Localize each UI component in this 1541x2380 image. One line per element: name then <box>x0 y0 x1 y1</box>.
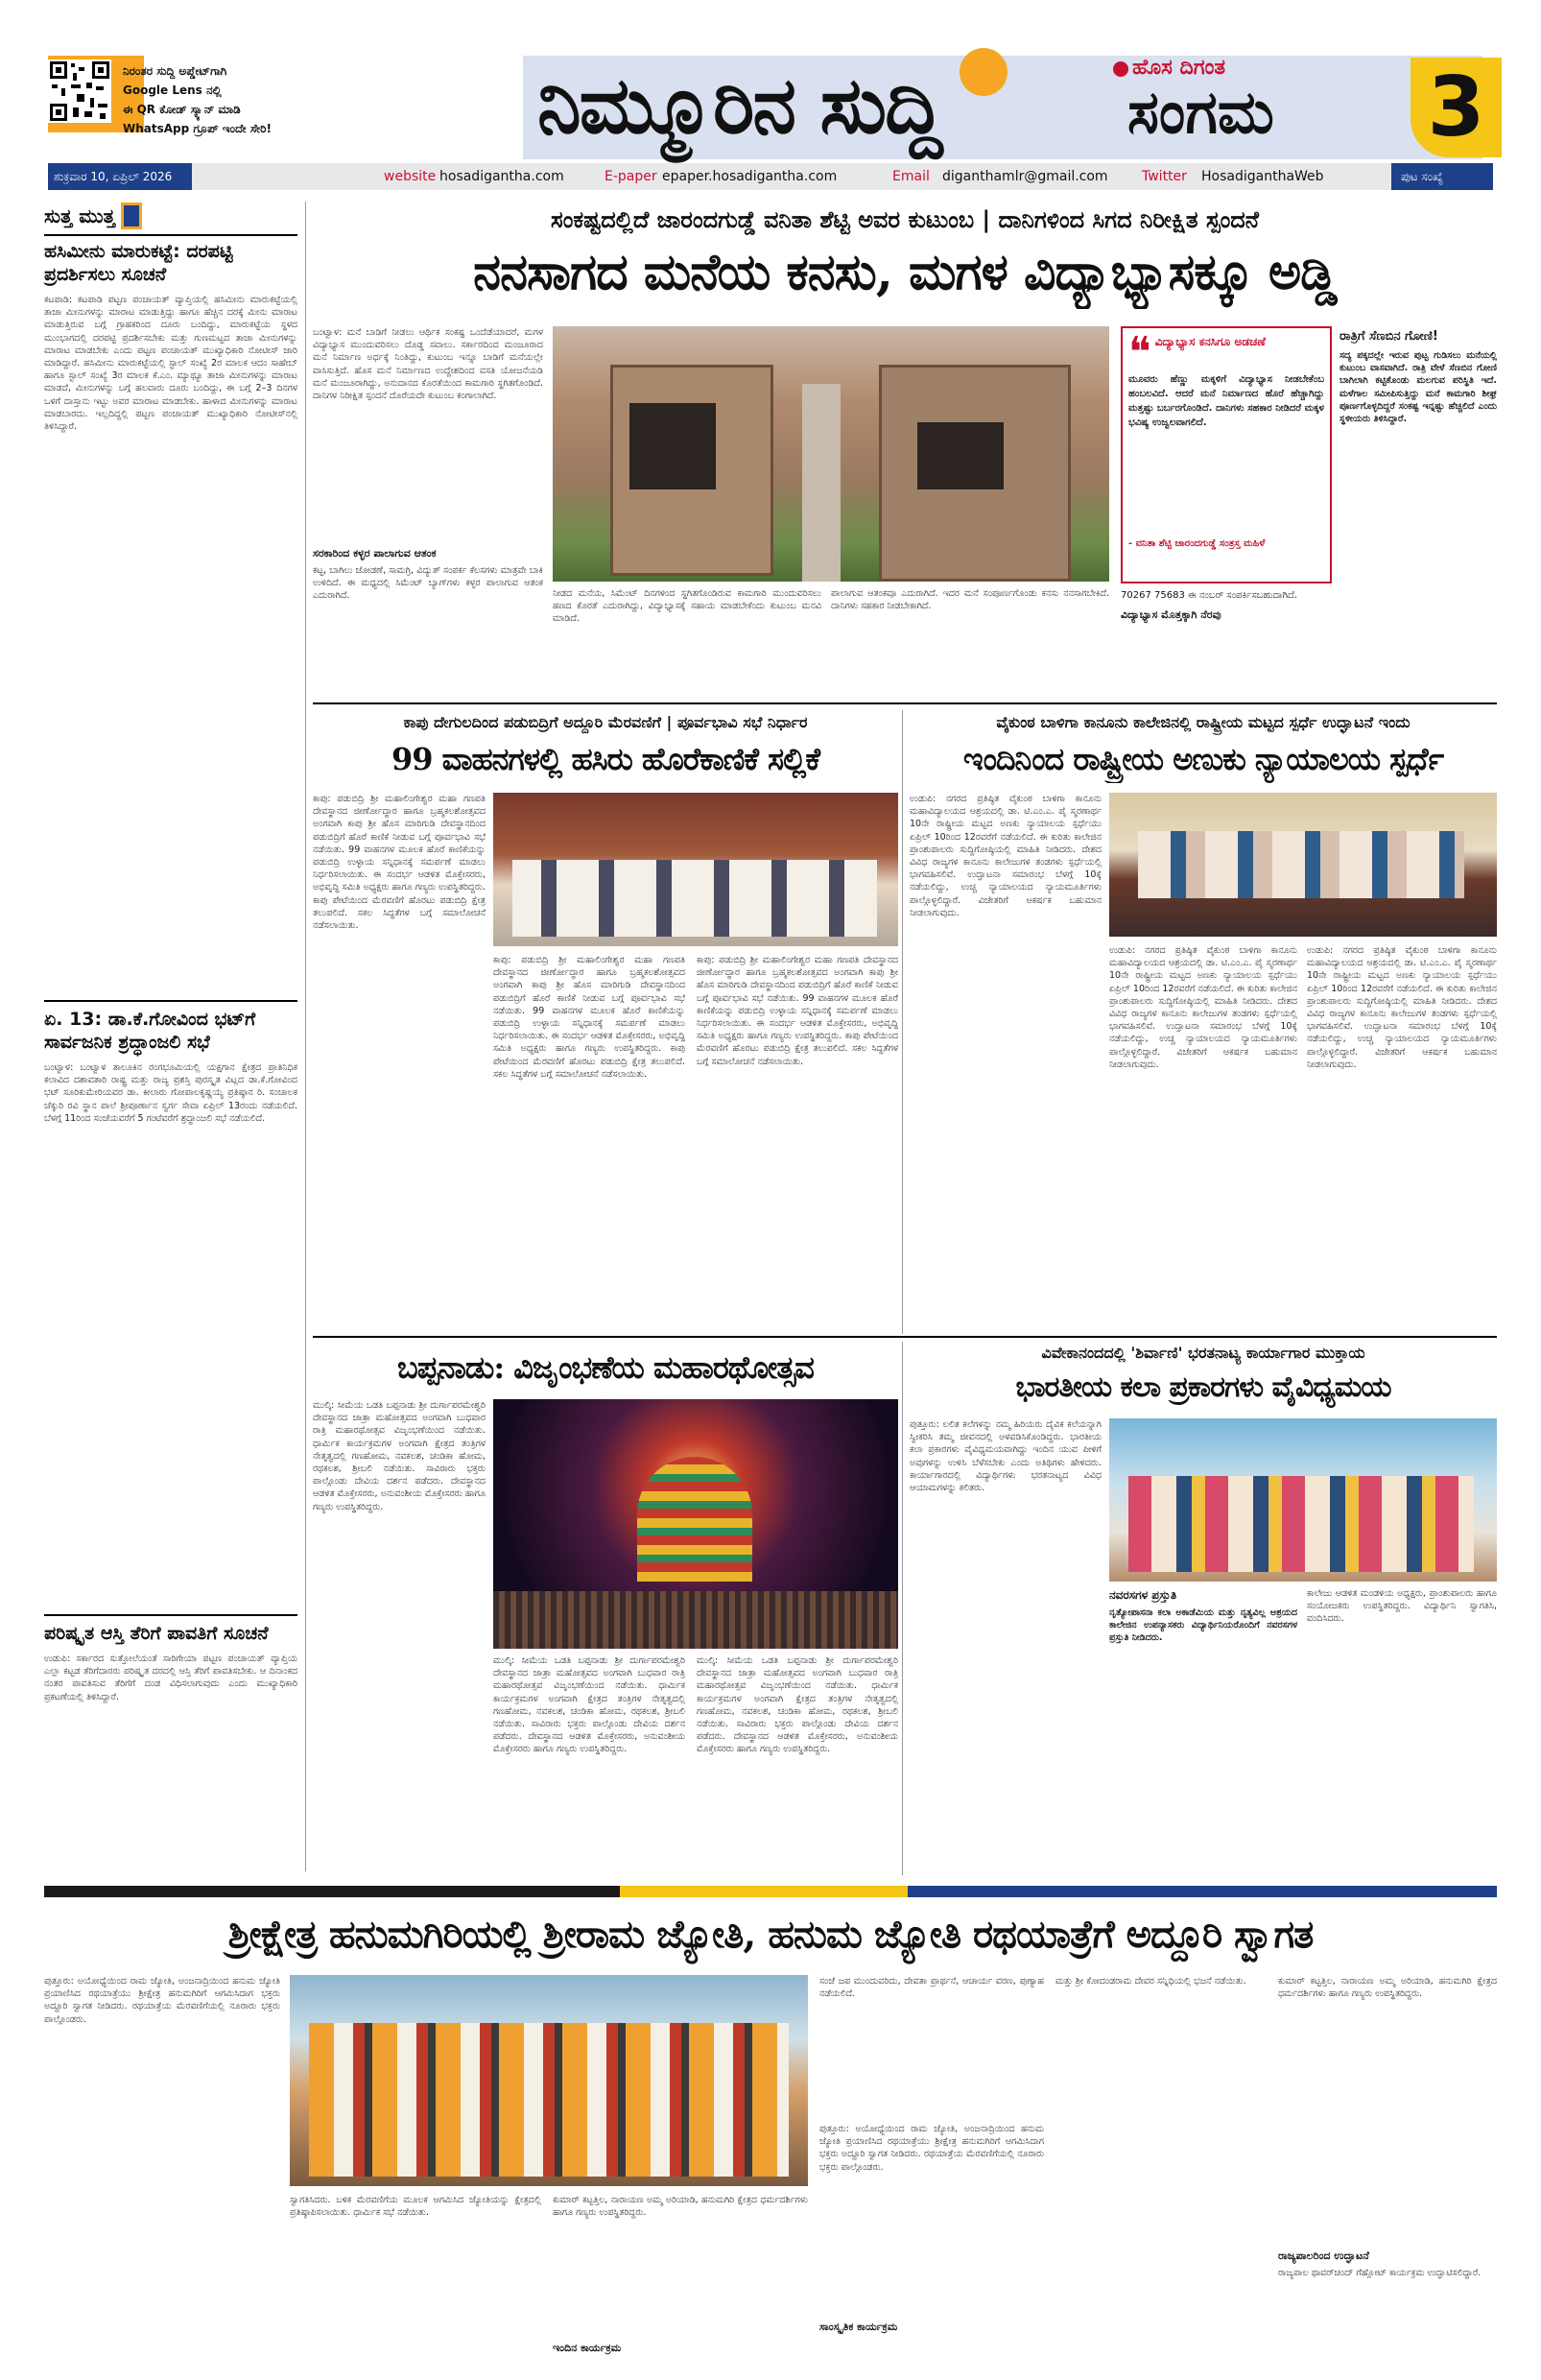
story-kapu-body-2: ಕಾಪು: ಪಡುಬಿದ್ರಿ ಶ್ರೀ ಮಹಾಲಿಂಗೇಶ್ವರ ಮಹಾ ಗಣಪತಿ ದೇವಸ್ಥಾನದ ಜೀರ್ಣೋದ್ಧಾರ ಹಾಗೂ ಬ್ರಹ್ಮಕಲಶೋತ್ಸವದ ಅಂಗವಾಗಿ ಕಾಪು ಶ್ರೀ ಹೊಸ ಮಾರಿಗುಡಿ ದೇವಸ್ಥಾನದಿಂದ ಪಡುಬಿದ್ರಿಗೆ ಹೊರೆ ಕಾಣಿಕೆ ನೀಡುವ ಬಗ್ಗೆ ಪೂರ್ವಭಾವಿ ಸಭೆ ನಡೆಯಿತು. 99 ವಾಹನಗಳ ಮೂಲಕ ಹೊರೆ ಕಾಣಿಕೆಯನ್ನು ಪಡುಬಿದ್ರಿ ಉಳ್ಳಾಯ ಸನ್ನಿಧಾನಕ್ಕೆ ಸಮರ್ಪಣೆ ಮಾಡಲು ನಿರ್ಧರಿಸಲಾಯಿತು. ಈ ಸಂದರ್ಭ ಆಡಳಿತ ಮೊಕ್ತೇಸರರು, ಅಭಿವೃದ್ಧಿ ಸಮಿತಿ ಅಧ್ಯಕ್ಷರು ಹಾಗೂ ಗಣ್ಯರು ಉಪಸ್ಥಿತರಿದ್ದರು. ಕಾಪು ಪೇಟೆಯಿಂದ ಮೆರವಣಿಗೆ ಹೊರಟು ಪಡುಬಿದ್ರಿ ಕ್ಷೇತ್ರ ತಲುಪಲಿದೆ. ಸಕಲ ಸಿದ್ಧತೆಗಳ ಬಗ್ಗೆ ಸಮಾಲೋಚನೆ ನಡೆಸಲಾಯಿತು. <box>493 955 685 1080</box>
story-kapu-kicker: ಕಾಪು ದೇಗುಲದಿಂದ ಪಡುಬಿದ್ರಿಗೆ ಅದ್ದೂರಿ ಮೆರವಣಿಗೆ | ಪೂರ್ವಭಾವಿ ಸಭೆ ನಿರ್ಧಾರ <box>403 713 808 731</box>
email-link[interactable]: diganthamlr@gmail.com <box>942 169 1108 184</box>
dignitaries <box>1128 1476 1474 1572</box>
divider <box>44 234 297 236</box>
quote-headline: ವಿದ್ಯಾಭ್ಯಾಸ ಕನಸಿಗೂ ಅಡಚಣೆ <box>1154 335 1266 348</box>
column-divider <box>305 202 306 1871</box>
story-kapu <box>313 710 898 1334</box>
quote-body: ಮೂವರು ಹೆಣ್ಣು ಮಕ್ಕಳಿಗೆ ವಿದ್ಯಾಭ್ಯಾಸ ನೀಡಬೇಕೆಂಬ ಹಂಬಲವಿದೆ. ಆದರೆ ಮನೆ ನಿರ್ಮಾಣದ ಹೊರೆ ಹೆಚ್ಚಾಗಿದ್ದು ಮತ್ತಷ್ಟು ಬರ್ಬರಗೊಂಡಿದೆ. ದಾನಿಗಳು ಸಹಕಾರ ನೀಡಿದರೆ ಮಕ್ಕಳ ಭವಿಷ್ಯ ಉಜ್ವಲವಾಗಲಿದೆ. <box>1128 374 1324 428</box>
story-hanumagiri-body-1: ಪುತ್ತೂರು: ಅಯೋಧ್ಯೆಯಿಂದ ರಾಮ ಜ್ಯೋತಿ, ಅಂಜನಾದ್ರಿಯಿಂದ ಹನುಮ ಜ್ಯೋತಿ ಪ್ರಯಾಣಿಸಿದ ರಥಯಾತ್ರೆಯು ಶ್ರೀಕ್ಷೇತ್ರ ಹನುಮಗಿರಿಗೆ ಆಗಮಿಸಿದಾಗ ಭಕ್ತರು ಅದ್ದೂರಿ ಸ್ವಾಗತ ನೀಡಿದರು. ರಥಯಾತ್ರೆಯ ಮೆರವಣಿಗೆಯಲ್ಲಿ ನೂರಾರು ಭಕ್ತರು ಪಾಲ್ಗೊಂಡರು. <box>44 1976 280 2025</box>
sidebar-story-1-headline: ಹಸಿಮೀನು ಮಾರುಕಟ್ಟೆ: ದರಪಟ್ಟಿ ಪ್ರದರ್ಶಿಸಲು ಸೂಚನೆ <box>44 241 233 285</box>
quote-box <box>1121 326 1332 583</box>
attendees <box>512 860 877 937</box>
story-arts-subbody: ನೃತ್ಯೋಪಾಸನಾ ಕಲಾ ಅಕಾಡೆಮಿಯ ಮತ್ತು ನೃತ್ಯವಿಲ್ಲ ಆಶ್ರಯದ ಕಾಲೇಜಿನ ಉಪನ್ಯಾಸಕರು ವಿದ್ಯಾರ್ಥಿನಿಯರೊಂದಿಗೆ ನವರಸಗಳ ಪ್ರಸ್ತುತಿ ನೀಡಿದರು. <box>1109 1607 1297 1644</box>
divider <box>44 1000 297 1002</box>
sidebar-story-3-headline: ಪರಿಷ್ಕೃತ ಆಸ್ತಿ ತೆರಿಗೆ ಪಾವತಿಗೆ ಸೂಚನೆ <box>44 1623 269 1644</box>
lead-body-3: ನೀಡದ ಮನೆಯ, ಸಿಮೆಂಟ್ ದಿನಗಳಿಂದ ಸ್ಥಗಿತಗೊಂಡಿರುವ ಕಾಮಗಾರಿ ಮುಂದುವರಿಸಲು ಹಣದ ಕೊರತೆ ಎದುರಾಗಿದ್ದು, ವಿದ್ಯಾಭ್ಯಾಸಕ್ಕೆ ಸಹಾಯ ಮಾಡಬೇಕೆಂದು ಕುಟುಂಬ ಮನವಿ ಮಾಡಿದೆ. <box>553 588 821 625</box>
edition-label: ಪುಟ ಸಂಖ್ಯೆ <box>1401 170 1443 183</box>
window-opening <box>917 422 1004 489</box>
lead-headline: ನನಸಾಗದ ಮನೆಯ ಕನಸು, ಮಗಳ ವಿದ್ಯಾಭ್ಯಾಸಕ್ಕೂ ಅಡ್ಡಿ <box>473 243 1337 301</box>
story-arts-headline: ಭಾರತೀಯ ಕಲಾ ಪ್ರಕಾರಗಳು ವೈವಿಧ್ಯಮಯ <box>1015 1370 1391 1404</box>
sidebar-story-1-body: ಕಟಪಾಡಿ: ಕಟಪಾಡಿ ಪಟ್ಟಣ ಪಂಚಾಯತ್ ವ್ಯಾಪ್ತಿಯಲ್ಲಿ ಹಸಿಮೀನು ಮಾರುಕಟ್ಟೆಯಲ್ಲಿ ತಾಜಾ ಮೀನುಗಳನ್ನು ಮಾರಾಟ ಮಾಡುತ್ತಿದ್ದು ಹಾಗೂ ಹೆಚ್ಚಿನ ದರಕ್ಕೆ ಮೀನು ಮಾರಾಟ ಮಾಡುತ್ತಿರುವ ಬಗ್ಗೆ ಗ್ರಾಹಕರಿಂದ ದೂರು ಬಂದಿದ್ದು, ಮಾರುಕಟ್ಟೆಯ ಸ್ಥಳದ ಮುಂಭಾಗದಲ್ಲಿ ದರಪಟ್ಟಿ ಪ್ರದರ್ಶಿಸಬೇಕು ಮತ್ತು ಗುಣಮಟ್ಟದ ತಾಜಾ ಮೀನುಗಳನ್ನು ಮಾರಾಟ ಮಾಡಬೇಕು ಎಂದು ಪಟ್ಟಣ ಪಂಚಾಯತ್ ಮುಖ್ಯಾಧಿಕಾರಿ ನೋಟೀಸ್ ಜಾರಿ ಮಾಡಿದ್ದಾರೆ. ಹಸಿಮೀನು ಮಾರುಕಟ್ಟೆಯಲ್ಲಿ ಸ್ಟಾಲ್ ಸಂಖ್ಯೆ 2ರ ಮಾಲಕ ಆದಂ ಸಾಹೇಬ್ ಹಾಗೂ ಸ್ಟಾಲ್ ಸಂಖ್ಯೆ 3ರ ಮಾಲಕ ಕೆ.ಎಂ. ಮ್ಯಾಥ್ಯೂ ತಾಜಾ ಮೀನುಗಳನ್ನು ಮಾರಾಟ ಮಾಡದೆ, ಮೀನುಗಳನ್ನು ಬಗ್ಗೆ ಹಲವಾರು ದೂರು ಬಂದಿದ್ದು, ಈ ಬಗ್ಗೆ 2–3 ದಿನಗಳ ಒಳಗೆ ದಾಸ್ತಾನು ಇಟ್ಟು ಅವರ ಮಾರಾಟ ಮಾಡಬೇಕು. ಹಾಳಾದ ಮೀನುಗಳನ್ನು ಮಾರಾಟ ಮಾಡಬಾರದು. ಇಲ್ಲದಿದ್ದಲ್ಲಿ ಪಟ್ಟಣ ಪಂಚಾಯತ್ ಮುಖ್ಯಾಧಿಕಾರಿ ನೋಟೀಸ್‌ನಲ್ಲಿ ತಿಳಿಸಿದ್ದಾರೆ. <box>44 295 297 433</box>
story-bappanadu-body-2: ಮುಲ್ಕಿ: ಸೀಮೆಯ ಒಡತಿ ಬಪ್ಪನಾಡು ಶ್ರೀ ದುರ್ಗಾಪರಮೇಶ್ವರಿ ದೇವಸ್ಥಾನದ ಜಾತ್ರಾ ಮಹೋತ್ಸವದ ಅಂಗವಾಗಿ ಬುಧವಾರ ರಾತ್ರಿ ಮಹಾರಥೋತ್ಸವ ವಿಜೃಂಭಣೆಯಿಂದ ನಡೆಯಿತು. ಧಾರ್ಮಿಕ ಕಾರ್ಯಕ್ರಮಗಳ ಅಂಗವಾಗಿ ಕ್ಷೇತ್ರದ ತಂತ್ರಿಗಳ ನೇತೃತ್ವದಲ್ಲಿ ಗಣಹೋಮ, ನವಕಲಶ, ಚಂಡಿಕಾ ಹೋಮ, ರಥಕಲಶ, ಶ್ರೀಬಲಿ ನಡೆಯಿತು. ಸಾವಿರಾರು ಭಕ್ತರು ಪಾಲ್ಗೊಂಡು ದೇವಿಯ ದರ್ಶನ ಪಡೆದರು. ದೇವಸ್ಥಾನದ ಆಡಳಿತ ಮೊಕ್ತೇಸರರು, ಅನುವಂಶೀಯ ಮೊಕ್ತೇಸರರು ಹಾಗೂ ಗಣ್ಯರು ಉಪಸ್ಥಿತರಿದ್ದರು. <box>493 1655 685 1755</box>
info-bar <box>48 163 1493 190</box>
sidebar-column <box>44 202 297 1960</box>
story-hanumagiri-body-3b: ಕುಮಾರ್ ಕಟ್ಟತ್ತಿಲ, ನಾರಾಯಣ ಅಮ್ಮ ಅರಿಯಾಡಿ, ಹನುಮಗಿರಿ ಕ್ಷೇತ್ರದ ಧರ್ಮದರ್ಶಿಗಳು ಹಾಗೂ ಗಣ್ಯರು ಉಪಸ್ಥಿತರಿದ್ದರು. <box>1278 1976 1497 2000</box>
divider <box>313 1336 1497 1338</box>
qr-line: ಈ QR ಕೋಡ್ ಸ್ಕ್ಯಾನ್ ಮಾಡಿ <box>123 103 241 116</box>
meeting-photo <box>493 793 898 946</box>
qr-code-icon <box>48 60 111 123</box>
column-divider <box>902 710 903 1334</box>
story-bappanadu-body-3: ಮುಲ್ಕಿ: ಸೀಮೆಯ ಒಡತಿ ಬಪ್ಪನಾಡು ಶ್ರೀ ದುರ್ಗಾಪರಮೇಶ್ವರಿ ದೇವಸ್ಥಾನದ ಜಾತ್ರಾ ಮಹೋತ್ಸವದ ಅಂಗವಾಗಿ ಬುಧವಾರ ರಾತ್ರಿ ಮಹಾರಥೋತ್ಸವ ವಿಜೃಂಭಣೆಯಿಂದ ನಡೆಯಿತು. ಧಾರ್ಮಿಕ ಕಾರ್ಯಕ್ರಮಗಳ ಅಂಗವಾಗಿ ಕ್ಷೇತ್ರದ ತಂತ್ರಿಗಳ ನೇತೃತ್ವದಲ್ಲಿ ಗಣಹೋಮ, ನವಕಲಶ, ಚಂಡಿಕಾ ಹೋಮ, ರಥಕಲಶ, ಶ್ರೀಬಲಿ ನಡೆಯಿತು. ಸಾವಿರಾರು ಭಕ್ತರು ಪಾಲ್ಗೊಂಡು ದೇವಿಯ ದರ್ಶನ ಪಡೆದರು. ದೇವಸ್ಥಾನದ ಆಡಳಿತ ಮೊಕ್ತೇಸರರು, ಅನುವಂಶೀಯ ಮೊಕ್ತೇಸರರು ಹಾಗೂ ಗಣ್ಯರು ಉಪಸ್ಥಿತರಿದ್ದರು. <box>697 1655 898 1755</box>
chariot <box>637 1457 752 1582</box>
story-moot-body-2: ಉಡುಪಿ: ನಗರದ ಪ್ರತಿಷ್ಠಿತ ವೈಕುಂಠ ಬಾಳಿಗಾ ಕಾನೂನು ಮಹಾವಿದ್ಯಾಲಯದ ಆಶ್ರಯದಲ್ಲಿ ಡಾ. ಟಿ.ಎಂ.ಎ. ಪೈ ಸ್ಮರಣಾರ್ಥ 10ನೇ ರಾಷ್ಟ್ರೀಯ ಮಟ್ಟದ ಅಣಕು ನ್ಯಾಯಾಲಯ ಸ್ಪರ್ಧೆಯು ಏಪ್ರಿಲ್ 10ರಿಂದ 12ರವರೆಗೆ ನಡೆಯಲಿದೆ. ಈ ಕುರಿತು ಕಾಲೇಜಿನ ಪ್ರಾಂಶುಪಾಲರು ಸುದ್ದಿಗೋಷ್ಠಿಯಲ್ಲಿ ಮಾಹಿತಿ ನೀಡಿದರು. ದೇಶದ ವಿವಿಧ ರಾಜ್ಯಗಳ ಕಾನೂನು ಕಾಲೇಜುಗಳ ತಂಡಗಳು ಸ್ಪರ್ಧೆಯಲ್ಲಿ ಭಾಗವಹಿಸಲಿವೆ. ಉದ್ಘಾಟನಾ ಸಮಾರಂಭ ಬೆಳಗ್ಗೆ 10ಕ್ಕೆ ನಡೆಯಲಿದ್ದು, ಉಚ್ಚ ನ್ಯಾಯಾಲಯದ ನ್ಯಾಯಮೂರ್ತಿಗಳು ಪಾಲ್ಗೊಳ್ಳಲಿದ್ದಾರೆ. ವಿಜೇತರಿಗೆ ಆಕರ್ಷಕ ಬಹುಮಾನ ನೀಡಲಾಗುವುದು. <box>1109 945 1297 1070</box>
lead-body-1: ಬಂಟ್ವಾಳ: ಮನೆ ಬಾಡಿಗೆ ನೀಡಲು ಆರ್ಥಿಕ ಸಂಕಷ್ಟ ಒಂದೆಡೆಯಾದರೆ, ಮಗಳ ವಿದ್ಯಾಭ್ಯಾಸ ಮುಂದುವರಿಸಲು ದೊಡ್ಡ ಸವಾಲು. ಸರ್ಕಾರದಿಂದ ಮಂಜೂರಾದ ಮನೆ ನಿರ್ಮಾಣ ಅರ್ಧಕ್ಕೆ ನಿಂತಿದ್ದು, ಕುಟುಂಬ ಇನ್ನೂ ಬಾಡಿಗೆ ಮನೆಯಲ್ಲೇ ವಾಸಿಸುತ್ತಿದೆ. ಹೊಸ ಮನೆ ನಿರ್ಮಾಣದ ಉದ್ದೇಶದಿಂದ ವಸತಿ ಯೋಜನೆಯಡಿ ಮನೆ ಮಂಜೂರಾಗಿದ್ದು, ಅನುದಾನದ ಕೊರತೆಯಿಂದ ಕಾಮಗಾರಿ ಸ್ಥಗಿತಗೊಂಡಿದೆ. ದಾನಿಗಳ ನಿರೀಕ್ಷಿತ ಸ್ಪಂದನೆ ದೊರೆಯದೇ ಕುಟುಂಬ ಕಂಗಾಲಾಗಿದೆ. <box>313 327 543 402</box>
sidebar-brand-text: ಸುತ್ತ ಮುತ್ತ <box>44 204 115 227</box>
window-opening <box>629 403 716 489</box>
procession-photo <box>290 1975 808 2186</box>
masthead <box>0 0 1541 163</box>
twitter-label: Twitter <box>1142 169 1187 184</box>
story-hanumagiri-body-3: ಕುಮಾರ್ ಕಟ್ಟತ್ತಿಲ, ನಾರಾಯಣ ಅಮ್ಮ ಅರಿಯಾಡಿ, ಹನುಮಗಿರಿ ಕ್ಷೇತ್ರದ ಧರ್ಮದರ್ಶಿಗಳು ಹಾಗೂ ಗಣ್ಯರು ಉಪಸ್ಥಿತರಿದ್ದರು. <box>553 2195 808 2219</box>
issue-date: ಶುಕ್ರವಾರ 10, ಏಪ್ರಿಲ್ 2026 <box>54 170 173 183</box>
sidebar-brand <box>44 202 297 230</box>
lead-kicker: ಸಂಕಷ್ಟದಲ್ಲಿದೆ ಜಾರಂದಗುಡ್ಡೆ ವನಿತಾ ಶೆಟ್ಟಿ ಅವರ ಕುಟುಂಬ | ದಾನಿಗಳಿಂದ ಸಿಗದ ನಿರೀಕ್ಷಿತ ಸ್ಪಂದನೆ <box>550 206 1260 233</box>
lead-side-subhead: ವಿದ್ಯಾಭ್ಯಾಸ ಮೊತ್ತಕ್ಕಾಗಿ ನೆರವು <box>1121 608 1221 621</box>
story-moot-body-3: ಉಡುಪಿ: ನಗರದ ಪ್ರತಿಷ್ಠಿತ ವೈಕುಂಠ ಬಾಳಿಗಾ ಕಾನೂನು ಮಹಾವಿದ್ಯಾಲಯದ ಆಶ್ರಯದಲ್ಲಿ ಡಾ. ಟಿ.ಎಂ.ಎ. ಪೈ ಸ್ಮರಣಾರ್ಥ 10ನೇ ರಾಷ್ಟ್ರೀಯ ಮಟ್ಟದ ಅಣಕು ನ್ಯಾಯಾಲಯ ಸ್ಪರ್ಧೆಯು ಏಪ್ರಿಲ್ 10ರಿಂದ 12ರವರೆಗೆ ನಡೆಯಲಿದೆ. ಈ ಕುರಿತು ಕಾಲೇಜಿನ ಪ್ರಾಂಶುಪಾಲರು ಸುದ್ದಿಗೋಷ್ಠಿಯಲ್ಲಿ ಮಾಹಿತಿ ನೀಡಿದರು. ದೇಶದ ವಿವಿಧ ರಾಜ್ಯಗಳ ಕಾನೂನು ಕಾಲೇಜುಗಳ ತಂಡಗಳು ಸ್ಪರ್ಧೆಯಲ್ಲಿ ಭಾಗವಹಿಸಲಿವೆ. ಉದ್ಘಾಟನಾ ಸಮಾರಂಭ ಬೆಳಗ್ಗೆ 10ಕ್ಕೆ ನಡೆಯಲಿದ್ದು, ಉಚ್ಚ ನ್ಯಾಯಾಲಯದ ನ್ಯಾಯಮೂರ್ತಿಗಳು ಪಾಲ್ಗೊಳ್ಳಲಿದ್ದಾರೆ. ವಿಜೇತರಿಗೆ ಆಕರ್ಷಕ ಬಹುಮಾನ ನೀಡಲಾಗುವುದು. <box>1307 945 1497 1070</box>
story-arts-subhead: ನವರಸಗಳ ಪ್ರಸ್ತುತಿ <box>1109 1588 1177 1602</box>
story-hanumagiri-subhead: ಇಂದಿನ ಕಾರ್ಯಕ್ರಮ <box>553 2342 622 2354</box>
story-moot-kicker: ವೈಕುಂಠ ಬಾಳಿಗಾ ಕಾನೂನು ಕಾಲೇಜಿನಲ್ಲಿ ರಾಷ್ಟ್ರೀಯ ಮಟ್ಟದ ಸ್ಪರ್ಧೆ ಉದ್ಘಾಟನೆ ಇಂದು <box>996 713 1411 731</box>
story-hanumagiri-subhead-3: ರಾಜ್ಯಪಾಲರಿಂದ ಉದ್ಘಾಟನೆ <box>1278 2249 1369 2262</box>
qr-instructions <box>123 61 449 138</box>
story-hanumagiri-subhead-2: ಸಾಂಸ್ಕೃತಿಕ ಕಾರ್ಯಕ್ರಮ <box>819 2320 898 2333</box>
divider <box>44 1614 297 1616</box>
story-arts-kicker: ವಿವೇಕಾನಂದದಲ್ಲಿ 'ಶಿರ್ವಾಣಿ' ಭರತನಾಟ್ಯ ಕಾರ್ಯಾಗಾರ ಮುಕ್ತಾಯ <box>1041 1344 1365 1362</box>
page-title: ನಿಮ್ಮೂರಿನ ಸುದ್ದಿ <box>537 60 941 152</box>
pillar <box>802 384 841 582</box>
divider <box>313 702 1497 704</box>
door-icon <box>121 202 142 229</box>
sidebar-story-2-headline: ಏ. 13: ಡಾ.ಕೆ.ಗೋವಿಂದ ಭಟ್‌ಗೆ ಸಾರ್ವಜನಿಕ ಶ್ರದ್ಧಾಂಜಲಿ ಸಭೆ <box>44 1009 256 1053</box>
qr-line: ನಿರಂತರ ಸುದ್ದಿ ಅಪ್ಡೇಟ್‌ಗಾಗಿ <box>123 64 227 78</box>
devotees <box>309 2023 789 2177</box>
brand-logo-mark <box>1113 61 1128 77</box>
story-bappanadu <box>313 1342 898 1875</box>
lamp-lighting-photo <box>1109 1418 1497 1582</box>
lead-right-headline: ರಾತ್ರಿಗೆ ಸೆಣಬಿನ ಗೋಣಿ! <box>1339 329 1438 344</box>
section-title: ಸಂಗಮ <box>1127 77 1274 147</box>
chariot-festival-photo <box>493 1399 898 1649</box>
story-arts-body-2: ಕಾಲೇಜು ಆಡಳಿತ ಮಂಡಳಿಯ ಅಧ್ಯಕ್ಷರು, ಪ್ರಾಂಶುಪಾಲರು ಹಾಗೂ ಸಂಯೋಜಕರು ಉಪಸ್ಥಿತರಿದ್ದರು. ವಿದ್ಯಾರ್ಥಿನಿ ಸ್ವಾಗತಿಸಿ, ವಂದಿಸಿದರು. <box>1307 1588 1497 1625</box>
story-moot-body: ಉಡುಪಿ: ನಗರದ ಪ್ರತಿಷ್ಠಿತ ವೈಕುಂಠ ಬಾಳಿಗಾ ಕಾನೂನು ಮಹಾವಿದ್ಯಾಲಯದ ಆಶ್ರಯದಲ್ಲಿ ಡಾ. ಟಿ.ಎಂ.ಎ. ಪೈ ಸ್ಮರಣಾರ್ಥ 10ನೇ ರಾಷ್ಟ್ರೀಯ ಮಟ್ಟದ ಅಣಕು ನ್ಯಾಯಾಲಯ ಸ್ಪರ್ಧೆಯು ಏಪ್ರಿಲ್ 10ರಿಂದ 12ರವರೆಗೆ ನಡೆಯಲಿದೆ. ಈ ಕುರಿತು ಕಾಲೇಜಿನ ಪ್ರಾಂಶುಪಾಲರು ಸುದ್ದಿಗೋಷ್ಠಿಯಲ್ಲಿ ಮಾಹಿತಿ ನೀಡಿದರು. ದೇಶದ ವಿವಿಧ ರಾಜ್ಯಗಳ ಕಾನೂನು ಕಾಲೇಜುಗಳ ತಂಡಗಳು ಸ್ಪರ್ಧೆಯಲ್ಲಿ ಭಾಗವಹಿಸಲಿವೆ. ಉದ್ಘಾಟನಾ ಸಮಾರಂಭ ಬೆಳಗ್ಗೆ 10ಕ್ಕೆ ನಡೆಯಲಿದ್ದು, ಉಚ್ಚ ನ್ಯಾಯಾಲಯದ ನ್ಯಾಯಮೂರ್ತಿಗಳು ಪಾಲ್ಗೊಳ್ಳಲಿದ್ದಾರೆ. ವಿಜೇತರಿಗೆ ಆಕರ್ಷಕ ಬಹುಮಾನ ನೀಡಲಾಗುವುದು. <box>910 794 1102 918</box>
lead-story <box>313 203 1497 702</box>
column-divider <box>902 1342 903 1875</box>
story-hanumagiri-body-2: ಸ್ವಾಗತಿಸಿದರು. ಬಳಿಕ ಮೆರವಣಿಗೆಯ ಮೂಲಕ ಆಗಮಿಸಿದ ಜ್ಯೋತಿಯನ್ನು ಕ್ಷೇತ್ರದಲ್ಲಿ ಪ್ರತಿಷ್ಠಾಪಿಸಲಾಯಿತು. ಧಾರ್ಮಿಕ ಸಭೆ ನಡೆಯಿತು. <box>290 2195 541 2219</box>
lead-body-2: ಕಟ್ಟ, ಬಾಗಿಲು ಜೋಡಣೆ, ಸಾಮಗ್ರಿ, ವಿದ್ಯುತ್ ಸಂಪರ್ಕ ಕೆಲಸಗಳು ಮಾತ್ರವೇ ಬಾಕಿ ಉಳಿದಿದೆ. ಈ ಮಧ್ಯದಲ್ಲಿ ಸಿಮೆಂಟ್ ಬ್ಯಾಗ್‌ಗಳು ಕಳ್ಳರ ಪಾಲಾಗುವ ಆತಂಕ ಎದುರಾಗಿದೆ. <box>313 565 543 602</box>
speakers <box>1138 831 1464 898</box>
contact-phone: 70267 75683 ಈ ನಂಬರ್‌ ಸಂಪರ್ಕಿಸಬಹುದಾಗಿದೆ. <box>1121 590 1298 601</box>
epaper-link[interactable]: epaper.hosadigantha.com <box>662 169 838 184</box>
qr-line: Google Lens ನಲ್ಲಿ <box>123 83 222 97</box>
brand-name: ಹೊಸ ದಿಗಂತ <box>1132 56 1226 80</box>
website-link[interactable]: hosadigantha.com <box>439 169 564 184</box>
press-meet-photo <box>1109 793 1497 937</box>
epaper-label: E-paper <box>605 169 657 184</box>
lead-right-body: ಸದ್ಯ ಪಕ್ಕದಲ್ಲೇ ಇರುವ ಪುಟ್ಟ ಗುಡಿಸಲು ಮನೆಯಲ್ಲಿ ಕುಟುಂಬ ವಾಸವಾಗಿದೆ. ರಾತ್ರಿ ವೇಳೆ ಸೆಣಬಿನ ಗೋಣಿ ಬಾಗಿಲಾಗಿ ಕಟ್ಟಿಕೊಂಡು ಮಲಗುವ ಪರಿಸ್ಥಿತಿ ಇದೆ. ಮಳೆಗಾಲ ಸಮೀಪಿಸುತ್ತಿದ್ದು ಮನೆ ಕಾಮಗಾರಿ ಶೀಘ್ರ ಪೂರ್ಣಗೊಳ್ಳದಿದ್ದರೆ ಸಂಕಷ್ಟ ಇನ್ನಷ್ಟು ಹೆಚ್ಚಲಿದೆ ಎಂದು ಸ್ಥಳೀಯರು ತಿಳಿಸಿದ್ದಾರೆ. <box>1339 350 1497 425</box>
page-number: 3 <box>1411 58 1502 157</box>
story-kapu-headline: 99 ವಾಹನಗಳಲ್ಲಿ ಹಸಿರು ಹೊರೆಕಾಣಿಕೆ ಸಲ್ಲಿಕೆ <box>391 741 820 777</box>
story-bappanadu-headline: ಬಪ್ಪನಾಡು: ವಿಜೃಂಭಣೆಯ ಮಹಾರಥೋತ್ಸವ <box>397 1349 814 1386</box>
website-label: website <box>384 169 437 184</box>
story-hanumagiri-body-5: ಮತ್ತು ಶ್ರೀ ಕೋದಂಡರಾಮ ದೇವರ ಸನ್ನಿಧಿಯಲ್ಲಿ ಭಜನೆ ನಡೆಯಿತು. <box>1055 1976 1246 1987</box>
story-moot-headline: ಇಂದಿನಿಂದ ರಾಷ್ಟ್ರೀಯ ಅಣುಕು ನ್ಯಾಯಾಲಯ ಸ್ಪರ್ಧೆ <box>962 741 1444 777</box>
twitter-link[interactable]: HosadiganthaWeb <box>1201 169 1324 184</box>
story-hanumagiri-headline: ಶ್ರೀಕ್ಷೇತ್ರ ಹನುಮಗಿರಿಯಲ್ಲಿ ಶ್ರೀರಾಮ ಜ್ಯೋತಿ, ಹನುಮ ಜ್ಯೋತಿ ರಥಯಾತ್ರೆಗೆ ಅದ್ದೂರಿ ಸ್ವಾಗತ <box>227 1912 1314 1957</box>
sidebar-story-2-body: ಬಂಟ್ವಾಳ: ಬಂಟ್ವಾಳ ತಾಲೂಕಿನ ರಂಗಭೂಮಿಯಲ್ಲಿ ಯಕ್ಷಗಾನ ಕ್ಷೇತ್ರದ ಪ್ರಾತಿನಿಧಿಕ ಕಲಾವಿದ ದಶಾವತಾರಿ ರಾಷ್ಟ್ರ ಮತ್ತು ರಾಜ್ಯ ಪ್ರಶಸ್ತಿ ಪುರಸ್ಕೃತ ವಿಟ್ಲದ ಡಾ.ಕೆ.ಗೋವಿಂದ ಭಟ್ ಸೂರಿಕುಮೇರಿಯವರ ಡಾ. ಕೀಲಾರು ಗೋಪಾಲಕೃಷ್ಣಯ್ಯ ಪ್ರತಿಷ್ಠಾನ ರಿ. ಸಂಚಾಲಕ ಚೆಕ್ಕುರಿ ರವಿ ಸ್ಥಾನ ಪಾಲೆ ಶ್ರೀಪೂರ್ಣಾನ ಸ್ವರ್ಗ ಸೇವಾ ಏಪ್ರಿಲ್ 13ರಂದು ನಡೆಯಲಿದೆ. ಬೆಳಗ್ಗೆ 11ರಿಂದ ಸಂಜೆಯವರೆಗೆ 5 ಗಂಟೆವರೆಗೆ ಶ್ರದ್ಧಾಂಜಲಿ ಸಭೆ ನಡೆಯಲಿದೆ. <box>44 1062 297 1124</box>
email-label: Email <box>892 169 930 184</box>
qr-line: WhatsApp ಗ್ರೂಪ್ ಇಂದೇ ಸೇರಿ! <box>123 122 272 135</box>
quote-mark-icon: ❝ <box>1128 328 1151 377</box>
story-moot-court <box>910 710 1497 1334</box>
quote-author: - ವನಿತಾ ಶೆಟ್ಟಿ ಜಾರಂದಗುಡ್ಡೆ ಸಂತ್ರಸ್ತ ಮಹಿಳೆ <box>1128 538 1266 549</box>
lead-subhead: ಸರಕಾರಿಂದ ಕಳ್ಳರ ಪಾಲಾಗುವ ಆತಂಕ <box>313 547 437 559</box>
story-kapu-body: ಕಾಪು: ಪಡುಬಿದ್ರಿ ಶ್ರೀ ಮಹಾಲಿಂಗೇಶ್ವರ ಮಹಾ ಗಣಪತಿ ದೇವಸ್ಥಾನದ ಜೀರ್ಣೋದ್ಧಾರ ಹಾಗೂ ಬ್ರಹ್ಮಕಲಶೋತ್ಸವದ ಅಂಗವಾಗಿ ಕಾಪು ಶ್ರೀ ಹೊಸ ಮಾರಿಗುಡಿ ದೇವಸ್ಥಾನದಿಂದ ಪಡುಬಿದ್ರಿಗೆ ಹೊರೆ ಕಾಣಿಕೆ ನೀಡುವ ಬಗ್ಗೆ ಪೂರ್ವಭಾವಿ ಸಭೆ ನಡೆಯಿತು. 99 ವಾಹನಗಳ ಮೂಲಕ ಹೊರೆ ಕಾಣಿಕೆಯನ್ನು ಪಡುಬಿದ್ರಿ ಉಳ್ಳಾಯ ಸನ್ನಿಧಾನಕ್ಕೆ ಸಮರ್ಪಣೆ ಮಾಡಲು ನಿರ್ಧರಿಸಲಾಯಿತು. ಈ ಸಂದರ್ಭ ಆಡಳಿತ ಮೊಕ್ತೇಸರರು, ಅಭಿವೃದ್ಧಿ ಸಮಿತಿ ಅಧ್ಯಕ್ಷರು ಹಾಗೂ ಗಣ್ಯರು ಉಪಸ್ಥಿತರಿದ್ದರು. ಕಾಪು ಪೇಟೆಯಿಂದ ಮೆರವಣಿಗೆ ಹೊರಟು ಪಡುಬಿದ್ರಿ ಕ್ಷೇತ್ರ ತಲುಪಲಿದೆ. ಸಕಲ ಸಿದ್ಧತೆಗಳ ಬಗ್ಗೆ ಸಮಾಲೋಚನೆ ನಡೆಸಲಾಯಿತು. <box>313 794 486 932</box>
story-bappanadu-body: ಮುಲ್ಕಿ: ಸೀಮೆಯ ಒಡತಿ ಬಪ್ಪನಾಡು ಶ್ರೀ ದುರ್ಗಾಪರಮೇಶ್ವರಿ ದೇವಸ್ಥಾನದ ಜಾತ್ರಾ ಮಹೋತ್ಸವದ ಅಂಗವಾಗಿ ಬುಧವಾರ ರಾತ್ರಿ ಮಹಾರಥೋತ್ಸವ ವಿಜೃಂಭಣೆಯಿಂದ ನಡೆಯಿತು. ಧಾರ್ಮಿಕ ಕಾರ್ಯಕ್ರಮಗಳ ಅಂಗವಾಗಿ ಕ್ಷೇತ್ರದ ತಂತ್ರಿಗಳ ನೇತೃತ್ವದಲ್ಲಿ ಗಣಹೋಮ, ನವಕಲಶ, ಚಂಡಿಕಾ ಹೋಮ, ರಥಕಲಶ, ಶ್ರೀಬಲಿ ನಡೆಯಿತು. ಸಾವಿರಾರು ಭಕ್ತರು ಪಾಲ್ಗೊಂಡು ದೇವಿಯ ದರ್ಶನ ಪಡೆದರು. ದೇವಸ್ಥಾನದ ಆಡಳಿತ ಮೊಕ್ತೇಸರರು, ಅನುವಂಶೀಯ ಮೊಕ್ತೇಸರರು ಹಾಗೂ ಗಣ್ಯರು ಉಪಸ್ಥಿತರಿದ್ದರು. <box>313 1400 486 1512</box>
story-arts-body: ಪುತ್ತೂರು: ಲಲಿತ ಕಲೆಗಳನ್ನು ನಮ್ಮ ಹಿರಿಯರು ದೈವಿಕ ಕಲೆಯನ್ನಾಗಿ ಸ್ವೀಕರಿಸಿ ತಮ್ಮ ಜೀವನದಲ್ಲಿ ಅಳವಡಿಸಿಕೊಂಡಿದ್ದರು. ಭಾರತೀಯ ಕಲಾ ಪ್ರಕಾರಗಳು ವೈವಿಧ್ಯಮಯವಾಗಿದ್ದು ಇಂದಿನ ಯುವ ಪೀಳಿಗೆ ಅವುಗಳನ್ನು ಉಳಿಸಿ ಬೆಳೆಸಬೇಕು ಎಂದು ಅತಿಥಿಗಳು ಹೇಳಿದರು. ಕಾರ್ಯಾಗಾರದಲ್ಲಿ ವಿದ್ಯಾರ್ಥಿಗಳು ಭರತನಾಟ್ಯದ ವಿವಿಧ ಆಯಾಮಗಳನ್ನು ಕಲಿತರು. <box>910 1419 1102 1494</box>
story-arts <box>910 1342 1497 1875</box>
story-hanumagiri <box>44 1902 1497 2372</box>
lead-body-4: ಪಾಲಾಗುವ ಆತಂಕವೂ ಎದುರಾಗಿದೆ. ಇದರ ಮನೆ ಸಂಪೂರ್ಣಗೊಂಡು ಕನಸು ನನಸಾಗಬೇಕಿದೆ. ದಾನಿಗಳು ಸಹಕಾರ ನೀಡಬೇಕಾಗಿದೆ. <box>831 588 1109 612</box>
house-construction-photo <box>553 326 1109 582</box>
story-hanumagiri-body-1b: ಪುತ್ತೂರು: ಅಯೋಧ್ಯೆಯಿಂದ ರಾಮ ಜ್ಯೋತಿ, ಅಂಜನಾದ್ರಿಯಿಂದ ಹನುಮ ಜ್ಯೋತಿ ಪ್ರಯಾಣಿಸಿದ ರಥಯಾತ್ರೆಯು ಶ್ರೀಕ್ಷೇತ್ರ ಹನುಮಗಿರಿಗೆ ಆಗಮಿಸಿದಾಗ ಭಕ್ತರು ಅದ್ದೂರಿ ಸ್ವಾಗತ ನೀಡಿದರು. ರಥಯಾತ್ರೆಯ ಮೆರವಣಿಗೆಯಲ್ಲಿ ನೂರಾರು ಭಕ್ತರು ಪಾಲ್ಗೊಂಡರು. <box>819 2124 1044 2173</box>
section-band <box>44 1886 1497 1897</box>
story-hanumagiri-body-4: ಸಂಜೆ ಜಪ ಮುಂದುವರಿದು, ದೇವತಾ ಪ್ರಾರ್ಥನೆ, ಆಚಾರ್ಯ ವರಣ, ಪುಣ್ಯಾಹ ನಡೆಯಲಿದೆ. <box>819 1976 1044 2000</box>
story-hanumagiri-body-6: ರಾಜ್ಯಪಾಲ ಥಾವರ್‌ಚಂದ್ ಗೆಹ್ಲೋಟ್ ಕಾರ್ಯಕ್ರಮ ಉದ್ಘಾಟಿಸಲಿದ್ದಾರೆ. <box>1278 2268 1482 2278</box>
story-kapu-body-3: ಕಾಪು: ಪಡುಬಿದ್ರಿ ಶ್ರೀ ಮಹಾಲಿಂಗೇಶ್ವರ ಮಹಾ ಗಣಪತಿ ದೇವಸ್ಥಾನದ ಜೀರ್ಣೋದ್ಧಾರ ಹಾಗೂ ಬ್ರಹ್ಮಕಲಶೋತ್ಸವದ ಅಂಗವಾಗಿ ಕಾಪು ಶ್ರೀ ಹೊಸ ಮಾರಿಗುಡಿ ದೇವಸ್ಥಾನದಿಂದ ಪಡುಬಿದ್ರಿಗೆ ಹೊರೆ ಕಾಣಿಕೆ ನೀಡುವ ಬಗ್ಗೆ ಪೂರ್ವಭಾವಿ ಸಭೆ ನಡೆಯಿತು. 99 ವಾಹನಗಳ ಮೂಲಕ ಹೊರೆ ಕಾಣಿಕೆಯನ್ನು ಪಡುಬಿದ್ರಿ ಉಳ್ಳಾಯ ಸನ್ನಿಧಾನಕ್ಕೆ ಸಮರ್ಪಣೆ ಮಾಡಲು ನಿರ್ಧರಿಸಲಾಯಿತು. ಈ ಸಂದರ್ಭ ಆಡಳಿತ ಮೊಕ್ತೇಸರರು, ಅಭಿವೃದ್ಧಿ ಸಮಿತಿ ಅಧ್ಯಕ್ಷರು ಹಾಗೂ ಗಣ್ಯರು ಉಪಸ್ಥಿತರಿದ್ದರು. ಕಾಪು ಪೇಟೆಯಿಂದ ಮೆರವಣಿಗೆ ಹೊರಟು ಪಡುಬಿದ್ರಿ ಕ್ಷೇತ್ರ ತಲುಪಲಿದೆ. ಸಕಲ ಸಿದ್ಧತೆಗಳ ಬಗ್ಗೆ ಸಮಾಲೋಚನೆ ನಡೆಸಲಾಯಿತು. <box>697 955 898 1067</box>
sidebar-story-3-body: ಉಡುಪಿ: ಸರ್ಕಾರದ ಸುತ್ತೋಲೆಯಂತೆ ಸಾರಿಗೇಯಾ ಪಟ್ಟಣ ಪಂಚಾಯತ್ ವ್ಯಾಪ್ತಿಯ ಎಲ್ಲಾ ಕಟ್ಟಡ ತೆರಿಗೆದಾರರು ಪರಿಷ್ಕೃತ ದರದಲ್ಲಿ ಆಸ್ತಿ ತೆರಿಗೆ ಪಾವತಿಸಬೇಕು. ಆ ದಿನಾಂಕದ ನಂತರ ಪಾವತಿಸುವ ತೆರಿಗೆಗೆ ದಂಡ ವಿಧಿಸಲಾಗುವುದು ಎಂದು ಮುಖ್ಯಾಧಿಕಾರಿ ಪ್ರಕಟಣೆಯಲ್ಲಿ ತಿಳಿಸಿದ್ದಾರೆ. <box>44 1654 297 1702</box>
crowd <box>493 1591 898 1649</box>
